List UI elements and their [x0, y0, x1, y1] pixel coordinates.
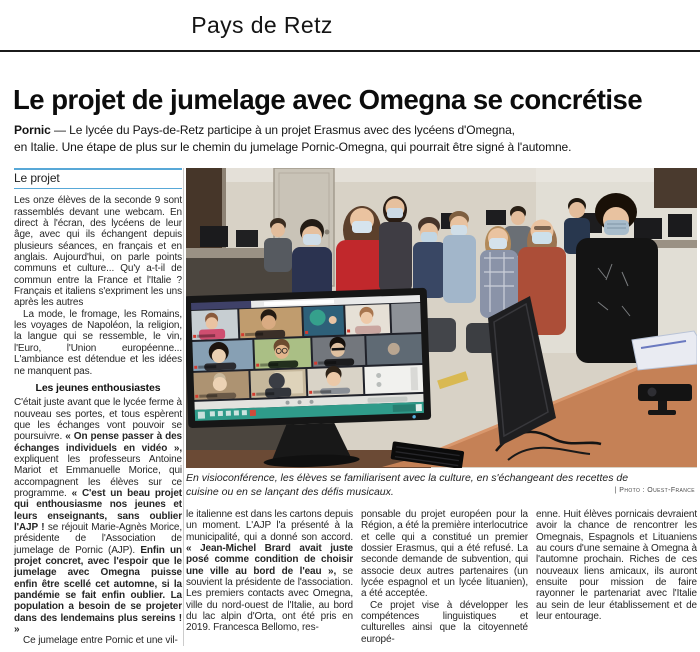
column-rule [183, 168, 184, 646]
paragraph [14, 397, 182, 635]
article-headline: Le projet de jumelage avec Omegna se concrétise [13, 84, 643, 115]
quote-intro: C'était juste avant que le lycée ferme à nouveau ses portes, et tous espèrent que les échanges vont pouvoir se poursuivre. [14, 397, 182, 443]
article-column-2 [186, 509, 353, 634]
article-column-3 [361, 509, 528, 645]
quote-bold: « On pense passer à des échanges individuels en vidéo », [14, 431, 182, 454]
section-title: Pays de Retz [191, 12, 333, 38]
paragraph: La mode, le fromage, les Romains, les voyages de Napoléon, la religion, la langue qui se ressemble, le vin, l'Euro, l'Union européenne... L'ambiance est détendue et les idées ne manquent pas. [14, 308, 182, 377]
classroom-photo-illustration [186, 168, 697, 468]
lede-line2: en Italie. Une étape de plus sur le chemin du jumelage Pornic-Omegna, qui pourrait être signé à l'automne. [14, 139, 572, 154]
quote-attribution: se réjouit Marie-Agnès Morice, présidente de l'Association de jumelage de Pornic (AJP). [14, 521, 183, 556]
paragraph: ponsable du projet européen pour la Région, a été la première interlocutrice et celle qui a constitué un premier dossier Erasmus, qui a été refusé. La seconde demande de subvention, qui associe deux autres partenaires (un lycée espagnol et un lycée lituanien), a été acceptée. [361, 509, 528, 600]
section-divider-rule [0, 50, 700, 52]
video-grid [191, 295, 424, 421]
body-text: le italienne est dans les cartons depuis un moment. L'AJP l'a présenté à la municipalité, qui a donné son accord. [186, 509, 353, 543]
paragraph [186, 509, 353, 634]
subhead-jeunes-enthousiastes: Les jeunes enthousiastes [35, 381, 161, 394]
quote-bold: « Jean-Michel Brard avait juste posé comme condition de choisir une ville au bord de l'eau », [186, 543, 353, 577]
lede-line1: — Le lycée du Pays-de-Retz participe à un projet Erasmus avec des lycéens d'Omegna, [50, 123, 515, 137]
article-column-4 [536, 509, 697, 622]
paragraph: enne. Huit élèves pornicais devraient avoir la chance de rencontrer les Omegnais, Espagnols et Lituaniens au cours d'une semaine à Omegna à l'automne prochain. Riches de ces nouveaux liens amicaux, ils auront ensuite pour mission de faire rayonner le partenariat avec l'Italie au sein de leur établissement et de leur entourage. [536, 509, 697, 623]
photo-caption [186, 472, 697, 499]
paragraph: Ce jumelage entre Pornic et une vil- [23, 635, 178, 647]
dark-corner [654, 168, 697, 208]
caption-text: En visioconférence, les élèves se familiarisent avec la culture, en s'échangeant des recettes de cuisine ou en se lançant des défis musicaux. [186, 472, 629, 498]
kicker-le-projet: Le projet [14, 168, 182, 189]
paragraph: Ce projet vise à développer les compétences linguistiques et culturelles ainsi que la citoyenneté europé- [361, 599, 528, 645]
article-lede [14, 122, 694, 155]
quote-attribution: expliquent les professeurs Antoine Mariot et Emmanuelle Morice, qui accompagnent les élèves sur ce programme. [14, 453, 182, 499]
quote-bold: « C'est un beau projet qui enthousiasme nos jeunes et leurs enseignants, sans oublier l'AJP ! [14, 487, 182, 533]
article-photo [186, 168, 697, 468]
quote-bold: Enfin un projet concret, avec l'espoir que le jumelage avec Omegna puisse enfin être scellé cet automne, si la pandémie se fait enfin oublier. La population a besoin de se projeter dans des lendemains plus sereins ! » [14, 544, 183, 636]
article-column-1 [14, 168, 182, 647]
photo-credit: | Photo : Ouest-France [614, 486, 695, 494]
body-text: se souvient la présidente de l'association. Les premiers contacts avec Omegna, ville du nord-ouest de l'Italie, au bord du lac alpin d'Orta, ont été pris en 2019. Francesca Bellomo, res- [186, 565, 353, 634]
lede-location: Pornic [14, 123, 51, 137]
paragraph: Les onze élèves de la seconde 9 sont rassemblés devant une webcam. En direct à l'écran, des lycéens de leur âge, avec qui ils échangent depuis plusieurs séances, en français et en anglais. Aujourd'hui, on parle points communs et culture... Qu'y a-t-il de commun entre la France et l'Italie ? Français et italiens s'expriment les uns après les autres [14, 195, 182, 309]
